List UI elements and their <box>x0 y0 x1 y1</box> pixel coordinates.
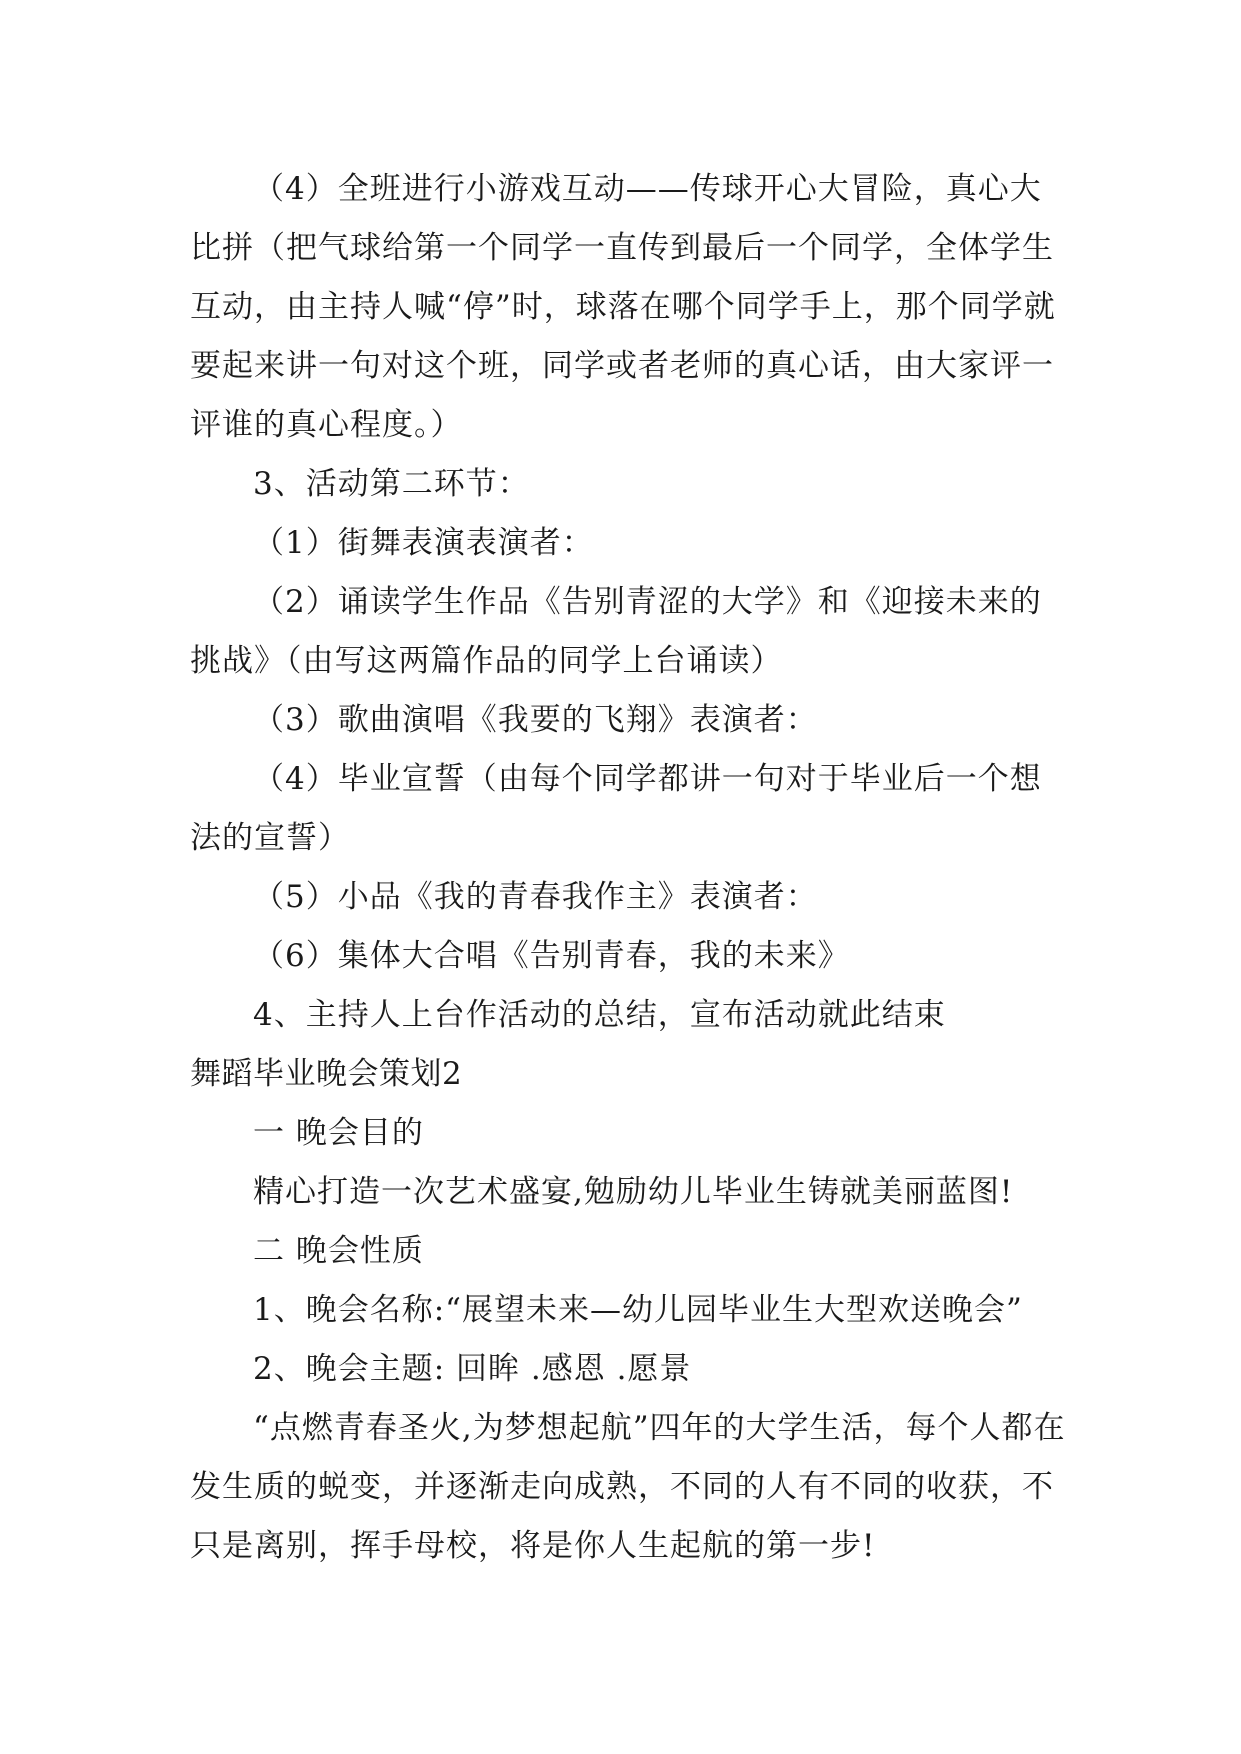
paragraph-item-4: （4）毕业宣誓（由每个同学都讲一句对于毕业后一个想法的宣誓） <box>190 761 1042 856</box>
section-title: 舞蹈毕业晚会策划2 <box>190 1056 463 1092</box>
paragraph-game-interaction: （4）全班进行小游戏互动——传球开心大冒险，真心大比拼（把气球给第一个同学一直传到最后一个同学，全体学生互动，由主持人喊“停”时，球落在哪个同学手上，那个同学就要起来讲一句对这个班，同学或者老师的真心话，由大家评一评谁的真心程度。） <box>190 171 1056 443</box>
paragraph-closing: “点燃青春圣火,为梦想起航”四年的大学生活，每个人都在发生质的蜕变，并逐渐走向成熟，不同的人有不同的收获，不只是离别，挥手母校，将是你人生起航的第一步! <box>190 1410 1066 1564</box>
paragraph-item-3: （3）歌曲演唱《我要的飞翔》表演者： <box>253 702 818 738</box>
paragraph-section-3-heading: 3、活动第二环节： <box>253 466 530 502</box>
paragraph-item-1: （1）街舞表演表演者： <box>253 525 594 561</box>
paragraph-item-2: （2）诵读学生作品《告别青涩的大学》和《迎接未来的挑战》（由写这两篇作品的同学上台诵读） <box>190 584 1042 679</box>
document-body <box>190 160 1070 1576</box>
paragraph-purpose: 精心打造一次艺术盛宴,勉励幼儿毕业生铸就美丽蓝图! <box>253 1174 1014 1210</box>
heading-nature: 二 晚会性质 <box>253 1233 424 1269</box>
paragraph-section-4: 4、主持人上台作活动的总结，宣布活动就此结束 <box>253 997 946 1033</box>
paragraph-item-5: （5）小品《我的青春我作主》表演者： <box>253 879 818 915</box>
paragraph-event-theme: 2、晚会主题: 回眸 .感恩 .愿景 <box>253 1351 692 1387</box>
paragraph-item-6: （6）集体大合唱《告别青春，我的未来》 <box>253 938 850 974</box>
paragraph-event-name: 1、晚会名称:“展望未来—幼儿园毕业生大型欢送晚会” <box>253 1292 1023 1328</box>
heading-purpose: 一 晚会目的 <box>253 1115 424 1151</box>
